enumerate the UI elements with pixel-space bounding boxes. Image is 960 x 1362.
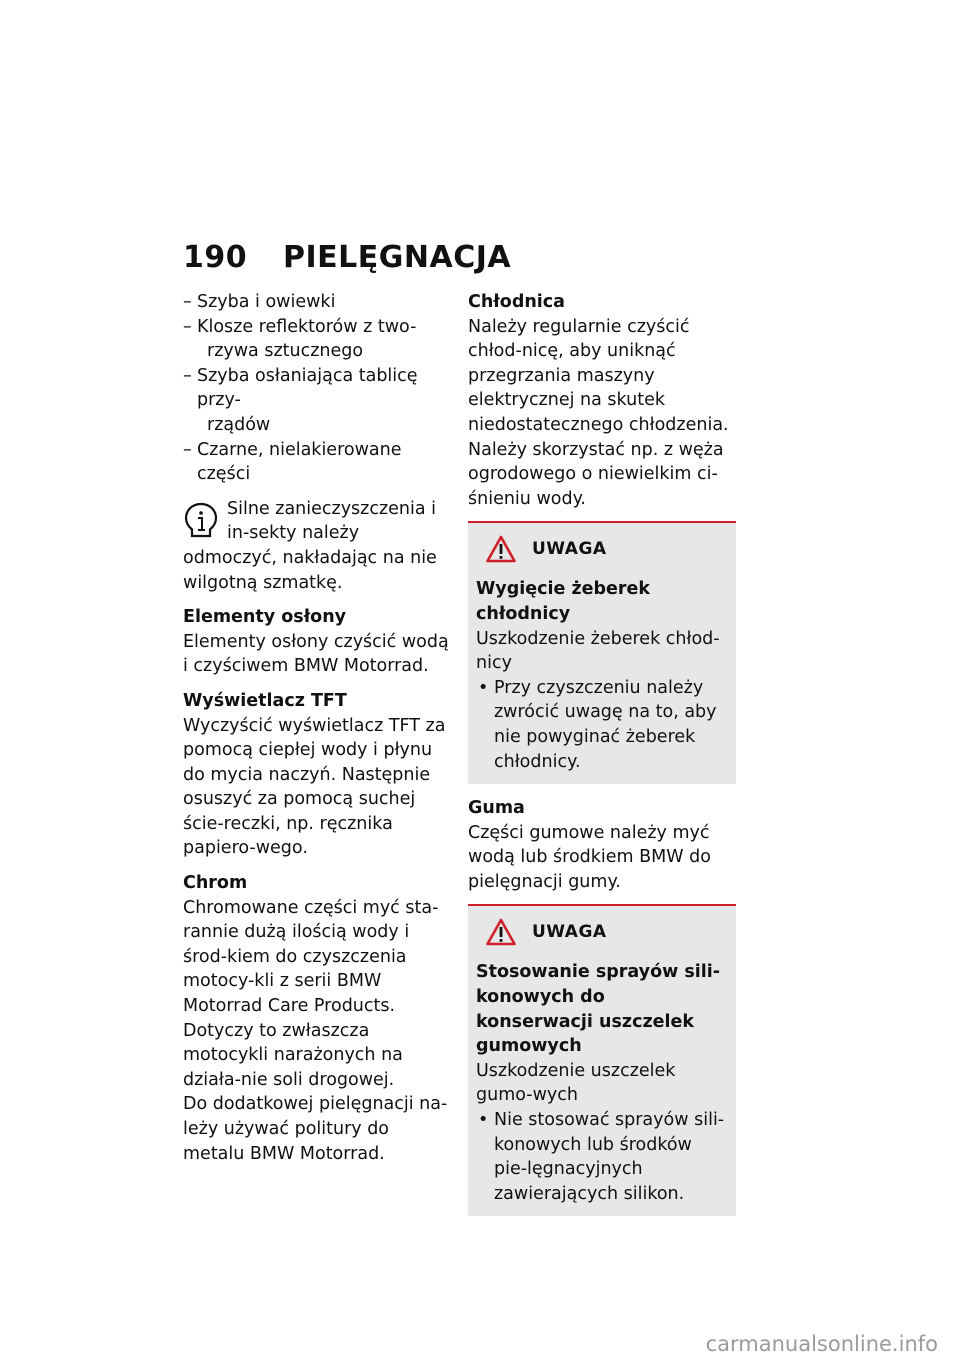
warning-box-radiator bbox=[468, 521, 736, 784]
page-number: 190 bbox=[183, 240, 248, 275]
warning-triangle-icon bbox=[486, 918, 516, 946]
warning-triangle-icon bbox=[486, 535, 516, 563]
warning-header bbox=[476, 535, 726, 563]
section-title: Chrom bbox=[183, 873, 248, 894]
warning-bullet: • Przy czyszczeniu należy zwrócić uwagę na to, aby nie powyginać żeberek chłodnicy. bbox=[478, 677, 717, 772]
section-fairing bbox=[183, 605, 451, 679]
warning-desc: Uszkodzenie żeberek chłod-nicy bbox=[476, 628, 720, 674]
section-text: Elementy osłony czyścić wodą i czyściwem BMW Motorrad. bbox=[183, 631, 449, 677]
tip-note bbox=[183, 497, 451, 595]
warning-box-silicone bbox=[468, 904, 736, 1216]
section-tft bbox=[183, 689, 451, 861]
section-text: Chromowane części myć sta-rannie dużą ilością wody i środ-kiem do czyszczenia motocy-kli z serii BMW Motorrad Care Products. Dotyczy to zwłaszcza motocykli narażonych na działa-nie soli drogowej. bbox=[183, 897, 439, 1090]
warning-header bbox=[476, 918, 726, 946]
dash-item: – Szyba osłaniająca tablicę przy- rządów bbox=[183, 365, 418, 435]
section-title: Guma bbox=[468, 798, 525, 819]
section-text: Należy regularnie czyścić chłod-nicę, aby uniknąć przegrzania maszyny elektrycznej na skutek niedostatecznego chłodzenia. Należy skorzystać np. z węża ogrodowego o niewielkim ci-śnieniu wody. bbox=[468, 316, 729, 509]
section-title: Wyświetlacz TFT bbox=[183, 690, 347, 711]
info-tip-icon bbox=[183, 501, 219, 541]
dash-list bbox=[183, 290, 451, 487]
section-title: Chłodnica bbox=[468, 292, 565, 312]
watermark-logo: carmanualsonline.info bbox=[705, 1332, 938, 1356]
dash-item: – Czarne, nielakierowane części bbox=[183, 439, 402, 485]
section-title: Elementy osłony bbox=[183, 607, 347, 628]
warning-label: UWAGA bbox=[532, 922, 607, 943]
warning-label: UWAGA bbox=[532, 539, 607, 560]
dash-item: – Klosze reflektorów z two- rzywa sztucznego bbox=[183, 316, 417, 362]
right-column bbox=[468, 290, 736, 1228]
warning-desc: Uszkodzenie uszczelek gumo-wych bbox=[476, 1060, 676, 1106]
page-title: PIELĘGNACJA bbox=[283, 240, 512, 275]
section-radiator bbox=[468, 290, 736, 511]
left-column bbox=[183, 290, 451, 1176]
page-header bbox=[183, 240, 511, 275]
section-text: Wyczyścić wyświetlacz TFT za pomocą ciepłej wody i płynu do mycia naczyń. Następnie osuszyć za pomocą suchej ście-reczki, np. ręcznika papiero-wego. bbox=[183, 715, 446, 859]
section-text: Do dodatkowej pielęgnacji na-leży używać politury do metalu BMW Motorrad. bbox=[183, 1094, 448, 1164]
section-rubber bbox=[468, 796, 736, 894]
section-chrome bbox=[183, 871, 451, 1166]
dash-item: – Szyba i owiewki bbox=[183, 292, 336, 312]
section-text: Części gumowe należy myć wodą lub środkiem BMW do pielęgnacji gumy. bbox=[468, 822, 711, 892]
warning-title: Stosowanie sprayów sili-konowych do konserwacji uszczelek gumowych bbox=[476, 962, 721, 1057]
warning-title: Wygięcie żeberek chłodnicy bbox=[476, 579, 651, 624]
tip-text: Silne zanieczyszczenia i in-sekty należy odmoczyć, nakładając na nie wilgotną szmatkę. bbox=[183, 498, 437, 593]
warning-bullet: • Nie stosować sprayów sili-konowych lub środków pie-lęgnacyjnych zawierających silikon. bbox=[478, 1110, 725, 1204]
